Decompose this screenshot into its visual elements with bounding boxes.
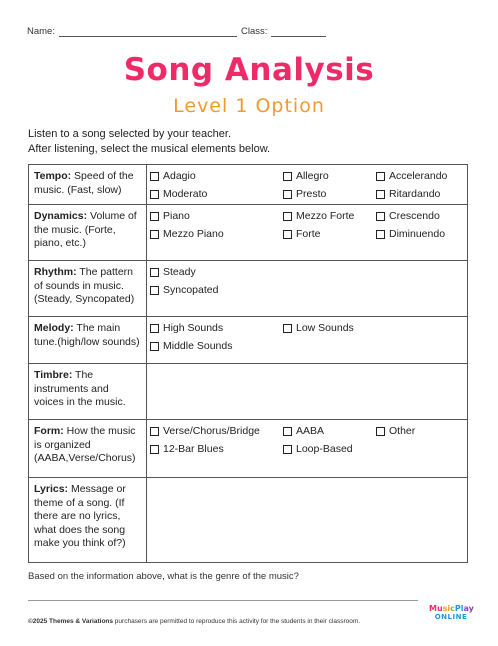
- checkbox-icon[interactable]: [150, 172, 159, 181]
- element-options-cell: [147, 420, 468, 478]
- checkbox-label: Loop-Based: [296, 443, 353, 455]
- checkbox-icon[interactable]: [150, 342, 159, 351]
- options-grid: [150, 322, 464, 353]
- checkbox-icon[interactable]: [376, 427, 385, 436]
- copyright-owner: ©2025 Themes & Variations: [28, 618, 113, 625]
- element-row: [29, 317, 468, 364]
- copyright-notice: purchasers are permitted to reproduce this activity for the students in their classroom.: [113, 618, 361, 625]
- logo-line-1: MusicPlay: [429, 604, 474, 613]
- options-grid: [150, 210, 464, 241]
- checkbox-option[interactable]: [376, 425, 464, 438]
- checkbox-option[interactable]: [150, 266, 283, 279]
- checkbox-label: Presto: [296, 188, 327, 200]
- checkbox-icon[interactable]: [150, 190, 159, 199]
- checkbox-label: 12-Bar Blues: [163, 443, 224, 455]
- checkbox-icon[interactable]: [283, 212, 292, 221]
- empty-option-slot: [376, 322, 464, 335]
- checkbox-label: Middle Sounds: [163, 340, 233, 352]
- checkbox-option[interactable]: [150, 284, 283, 297]
- checkbox-option[interactable]: [150, 210, 283, 223]
- checkbox-label: Steady: [163, 266, 196, 278]
- element-description: The instruments and voices in the music.: [34, 369, 126, 408]
- checkbox-label: Low Sounds: [296, 322, 354, 334]
- checkbox-option[interactable]: [150, 443, 283, 456]
- element-description-cell: [29, 317, 147, 364]
- element-description-cell: [29, 205, 147, 261]
- checkbox-label: Ritardando: [389, 188, 441, 200]
- name-label: Name:: [27, 26, 55, 37]
- checkbox-icon[interactable]: [283, 427, 292, 436]
- element-term: Dynamics:: [34, 210, 88, 222]
- checkbox-option[interactable]: [283, 443, 376, 456]
- page-subtitle: Level 1 Option: [173, 95, 325, 117]
- checkbox-icon[interactable]: [376, 212, 385, 221]
- checkbox-label: Syncopated: [163, 284, 219, 296]
- element-description: How the music is organized (AABA,Verse/Chorus): [34, 425, 136, 464]
- instructions: [28, 127, 270, 157]
- checkbox-label: Verse/Chorus/Bridge: [163, 425, 260, 437]
- checkbox-icon[interactable]: [150, 212, 159, 221]
- element-options-cell: [147, 261, 468, 317]
- instructions-line-2: After listening, select the musical elements below.: [28, 143, 271, 155]
- checkbox-label: Mezzo Piano: [163, 228, 224, 240]
- logo-line-2: ONLINE: [434, 613, 468, 621]
- checkbox-icon[interactable]: [150, 445, 159, 454]
- name-blank[interactable]: [59, 27, 237, 37]
- checkbox-option[interactable]: [283, 228, 376, 241]
- element-description-cell: [29, 165, 147, 205]
- element-description-cell: [29, 261, 147, 317]
- options-grid: [150, 266, 464, 297]
- element-description: Message or theme of a song. (If there are no lyrics, what does the song make you think of?): [34, 483, 126, 549]
- element-row: [29, 364, 468, 420]
- empty-option-slot: [376, 340, 464, 353]
- empty-option-slot: [376, 284, 464, 297]
- checkbox-option[interactable]: [376, 188, 464, 201]
- checkbox-option[interactable]: [150, 228, 283, 241]
- checkbox-option[interactable]: [150, 170, 283, 183]
- element-description: Speed of the music. (Fast, slow): [34, 170, 134, 196]
- instructions-line-1: Listen to a song selected by your teacher.: [28, 128, 232, 140]
- checkbox-label: Diminuendo: [389, 228, 446, 240]
- checkbox-label: Moderato: [163, 188, 208, 200]
- element-description: Volume of the music. (Forte, piano, etc.): [34, 210, 137, 249]
- header-fields: [27, 26, 330, 37]
- analysis-table: [28, 164, 468, 563]
- checkbox-icon[interactable]: [283, 172, 292, 181]
- element-row: [29, 420, 468, 478]
- element-row: [29, 165, 468, 205]
- empty-option-slot: [283, 266, 376, 279]
- checkbox-label: Crescendo: [389, 210, 440, 222]
- checkbox-label: AABA: [296, 425, 325, 437]
- checkbox-label: Adagio: [163, 170, 196, 182]
- element-row: [29, 478, 468, 563]
- checkbox-option[interactable]: [283, 210, 376, 223]
- checkbox-option[interactable]: [376, 228, 464, 241]
- element-description-cell: [29, 478, 147, 563]
- checkbox-option[interactable]: [283, 170, 376, 183]
- element-term: Melody:: [34, 322, 74, 334]
- class-label: Class:: [240, 26, 268, 37]
- checkbox-icon[interactable]: [283, 324, 292, 333]
- footer-divider: [28, 600, 418, 601]
- checkbox-icon[interactable]: [283, 230, 292, 239]
- checkbox-label: High Sounds: [163, 322, 224, 334]
- checkbox-option[interactable]: [150, 425, 283, 438]
- page-title: Song Analysis: [123, 52, 375, 88]
- footer-copyright: [28, 618, 360, 625]
- checkbox-icon[interactable]: [150, 230, 159, 239]
- checkbox-icon[interactable]: [376, 190, 385, 199]
- empty-option-slot: [376, 266, 464, 279]
- checkbox-icon[interactable]: [376, 230, 385, 239]
- element-description: The main tune.(high/low sounds): [34, 322, 140, 348]
- musicplay-logo: [429, 604, 473, 622]
- checkbox-icon[interactable]: [150, 324, 159, 333]
- element-description: The pattern of sounds in music. (Steady, Syncopated): [34, 266, 135, 305]
- genre-question: Based on the information above, what is the genre of the music?: [28, 571, 299, 582]
- checkbox-label: Accelerando: [389, 170, 448, 182]
- empty-option-slot: [283, 340, 376, 353]
- checkbox-option[interactable]: [376, 210, 464, 223]
- element-term: Form:: [34, 425, 64, 437]
- element-row: [29, 261, 468, 317]
- element-term: Timbre:: [34, 369, 73, 381]
- checkbox-icon[interactable]: [150, 268, 159, 277]
- checkbox-label: Allegro: [296, 170, 329, 182]
- checkbox-option[interactable]: [376, 170, 464, 183]
- empty-option-slot: [283, 284, 376, 297]
- checkbox-icon[interactable]: [150, 286, 159, 295]
- element-options-cell: [147, 165, 468, 205]
- checkbox-option[interactable]: [150, 340, 283, 353]
- checkbox-option[interactable]: [150, 322, 283, 335]
- checkbox-icon[interactable]: [150, 427, 159, 436]
- element-options-cell: [147, 364, 468, 420]
- element-options-cell: [147, 478, 468, 563]
- element-term: Rhythm:: [34, 266, 77, 278]
- element-term: Lyrics:: [34, 483, 69, 495]
- element-description-cell: [29, 420, 147, 478]
- checkbox-option[interactable]: [283, 425, 376, 438]
- class-blank[interactable]: [271, 27, 326, 37]
- checkbox-label: Forte: [296, 228, 321, 240]
- checkbox-icon[interactable]: [283, 190, 292, 199]
- checkbox-label: Mezzo Forte: [296, 210, 355, 222]
- checkbox-label: Other: [389, 425, 416, 437]
- element-row: [29, 205, 468, 261]
- checkbox-icon[interactable]: [376, 172, 385, 181]
- options-grid: [150, 170, 464, 201]
- element-options-cell: [147, 205, 468, 261]
- element-description-cell: [29, 364, 147, 420]
- checkbox-label: Piano: [163, 210, 190, 222]
- element-term: Tempo:: [34, 170, 72, 182]
- checkbox-option[interactable]: [283, 188, 376, 201]
- checkbox-icon[interactable]: [283, 445, 292, 454]
- empty-option-slot: [376, 443, 464, 456]
- checkbox-option[interactable]: [283, 322, 376, 335]
- checkbox-option[interactable]: [150, 188, 283, 201]
- options-grid: [150, 425, 464, 456]
- element-options-cell: [147, 317, 468, 364]
